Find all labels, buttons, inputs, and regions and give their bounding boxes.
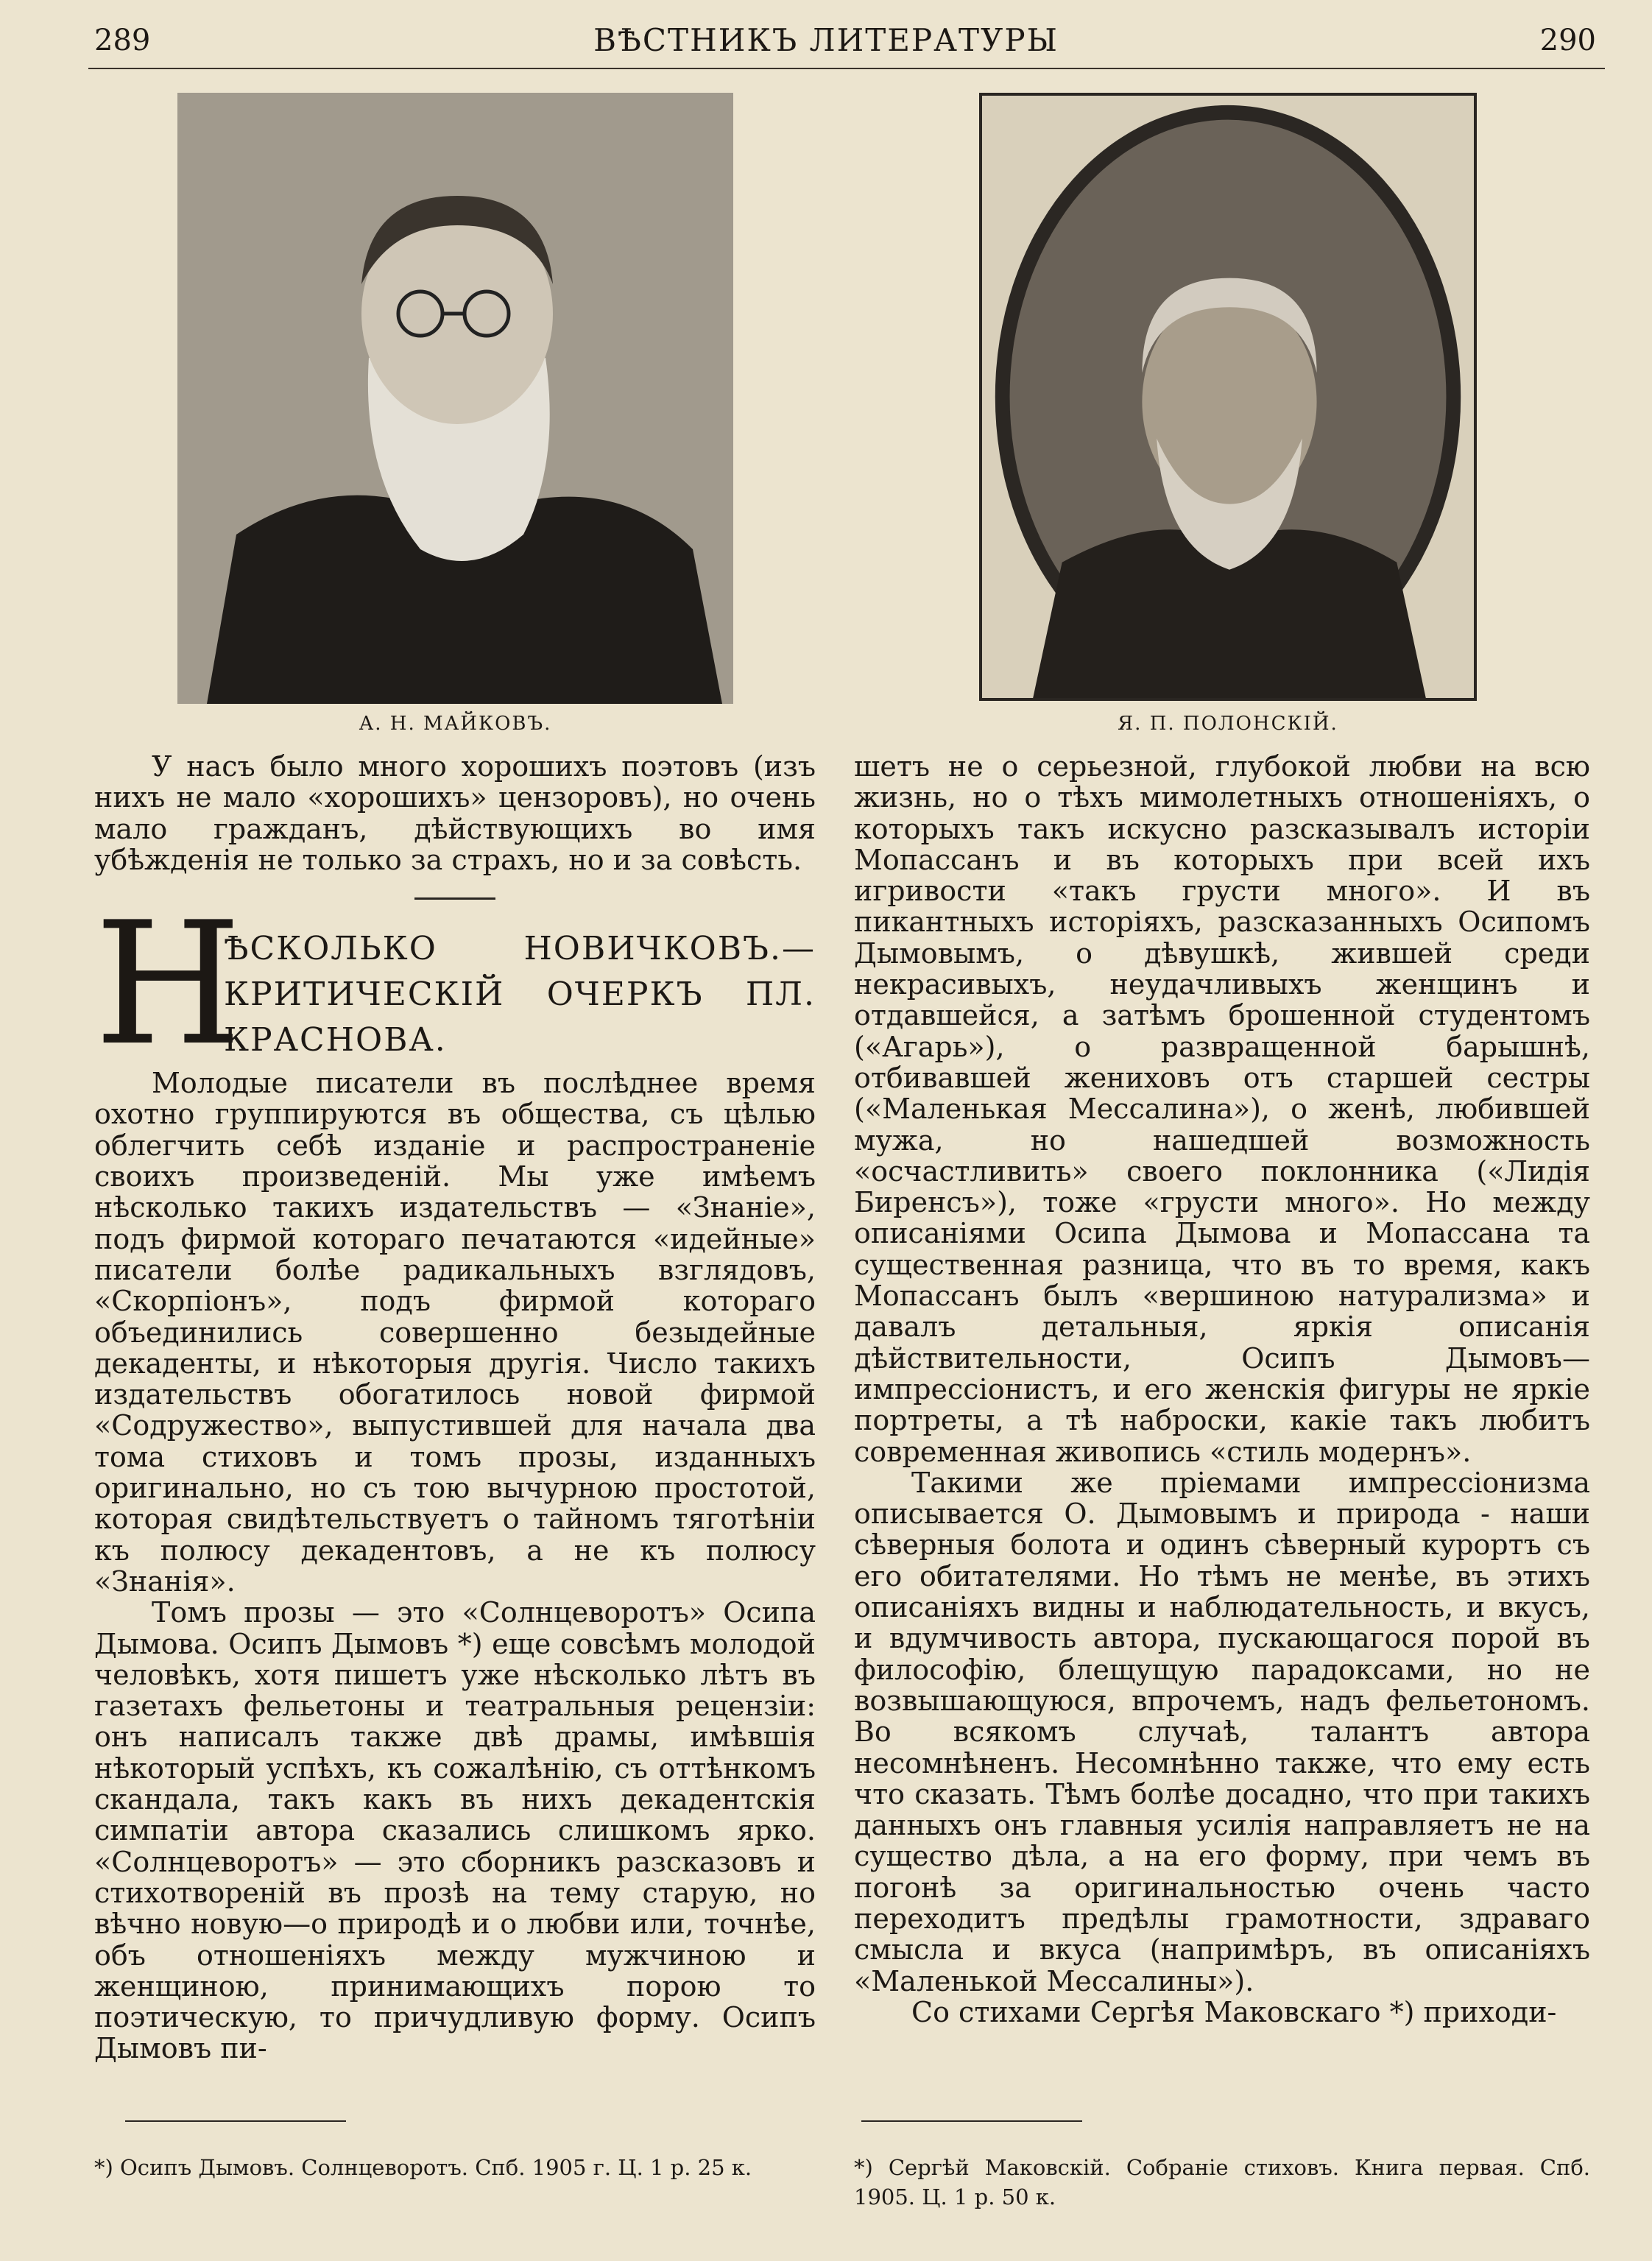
- body-paragraph-5: Со стихами Сергѣя Маковскаго *) приходи-: [911, 1995, 1557, 2028]
- right-column: [854, 751, 1590, 2028]
- page-number-right: 290: [1539, 24, 1596, 57]
- section-divider: [414, 897, 495, 900]
- body-paragraph-4: Такими же пріемами импрессіонизма описывается О. Дымовымъ и природа - наши сѣверныя болота и одинъ сѣверный курортъ съ его обитателями. Но тѣмъ не менѣе, въ этихъ описаніяхъ видны и наблюдательность, и вкусъ, и вдумчивость автора, пускающагося порой въ философію, блещущую парадоксами, но не возвышающуюся, впрочемъ, надъ фельетономъ. Во всякомъ случаѣ, талантъ автора несомнѣненъ. Несомнѣнно также, что ему есть что сказать. Тѣмъ болѣе досадно, что при такихъ данныхъ онъ главныя усилія направляетъ не на существо дѣла, а на его форму, при чемъ въ погонѣ за оригинальностью очень часто переходитъ предѣлы грамотности, здраваго смысла и вкуса (напримѣръ, въ описаніяхъ «Маленькой Мессалины»).: [854, 1466, 1590, 1997]
- footnote-rule-right: [861, 2120, 1082, 2122]
- portrait-maikov: [177, 93, 733, 704]
- article-title: ѢСКОЛЬКО НОВИЧКОВЪ.—КРИТИЧЕСКІЙ ОЧЕРКЪ ПЛ. КРАСНОВА.: [224, 930, 816, 1059]
- article-heading: [94, 886, 816, 1084]
- body-paragraph-1: Молодые писатели въ послѣднее время охотно группируются въ общества, съ цѣлью облегчить себѣ изданіе и распространеніе своихъ произведеній. Мы уже имѣемъ нѣсколько такихъ издательствъ — «Знаніе», подъ фирмой котораго печатаются «идейные» писатели болѣе радикальныхъ взглядовъ, «Скорпіонъ», подъ фирмой котораго объединились совершенно безыдейные декаденты, и нѣкоторыя другія. Число такихъ издательствъ обогатилось новой фирмой «Содружество», выпустившей для начала два тома стиховъ и томъ прозы, изданныхъ оригинально, но съ тою вычурною простотой, которая свидѣтельствуетъ о тайномъ тяготѣніи къ полюсу декадентовъ, а не къ полюсу «Знанія».: [94, 1067, 816, 1598]
- body-paragraph-2: Томъ прозы — это «Солнцеворотъ» Осипа Дымова. Осипъ Дымовъ *) еще совсѣмъ молодой человѣкъ, хотя пишетъ уже нѣсколько лѣтъ въ газетахъ фельетоны и театральныя рецензіи: онъ написалъ также двѣ драмы, имѣвшія нѣкоторый успѣхъ, къ сожалѣнію, съ оттѣнкомъ скандала, такъ какъ въ нихъ декадентскія симпатіи автора сказались слишкомъ ярко. «Солнцеворотъ» — это сборникъ разсказовъ и стихотвореній въ прозѣ на тему старую, но вѣчно новую—о природѣ и о любви или, точнѣе, объ отношеніяхъ между мужчиною и женщиною, принимающихъ порою то поэтическую, то причудливую форму. Осипъ Дымовъ пи-: [94, 1596, 816, 2065]
- drop-cap: Н: [94, 886, 242, 1084]
- left-column: [94, 751, 816, 2064]
- portrait-caption-right: Я. П. ПОЛОНСКІЙ.: [1118, 713, 1338, 735]
- portrait-polonsky: [979, 93, 1477, 701]
- header-rule: [88, 68, 1605, 69]
- page-number-left: 289: [94, 24, 151, 57]
- running-head-title: ВѢСТНИКЪ ЛИТЕРАТУРЫ: [593, 22, 1059, 58]
- portrait-caption-left: А. Н. МАЙКОВЪ.: [359, 713, 552, 735]
- intro-paragraph: У насъ было много хорошихъ поэтовъ (изъ нихъ не мало «хорошихъ» цензоровъ), но очень мало гражданъ, дѣйствующихъ во имя убѣжденія не только за страхъ, но и за совѣсть.: [94, 750, 816, 876]
- body-paragraph-3: шетъ не о серьезной, глубокой любви на всю жизнь, но о тѣхъ мимолетныхъ отношеніяхъ, о которыхъ такъ искусно разсказывалъ исторіи Мопассанъ и въ которыхъ при всей ихъ игривости «такъ грусти много». И въ пикантныхъ исторіяхъ, разсказанныхъ Осипомъ Дымовымъ, о дѣвушкѣ, жившей среди некрасивыхъ, неудачливыхъ женщинъ и отдавшейся, а затѣмъ брошенной студентомъ («Агарь»), о развращенной барышнѣ, отбивавшей жениховъ отъ старшей сестры («Маленькая Мессалина»), о женѣ, любившей мужа, но нашедшей возможность «осчастливить» своего поклонника («Лидія Биренсъ»), тоже «грусти много». Но между описаніями Осипа Дымова и Мопассана та существенная разница, что въ то время, какъ Мопассанъ былъ «вершиною натурализма» и давалъ детальныя, яркія описанія дѣйствительности, Осипъ Дымовъ—импрессіонистъ, и его женскія фигуры не яркіе портреты, а тѣ наброски, какіе такъ любитъ современная живопись «стиль модернъ».: [854, 750, 1590, 1468]
- footnote-rule-left: [125, 2120, 346, 2122]
- footnote-left: *) Осипъ Дымовъ. Солнцеворотъ. Спб. 1905 г. Ц. 1 р. 25 к.: [94, 2155, 752, 2180]
- footnote-right: *) Сергѣй Маковскій. Собраніе стиховъ. Книга первая. Спб. 1905. Ц. 1 р. 50 к.: [854, 2155, 1590, 2209]
